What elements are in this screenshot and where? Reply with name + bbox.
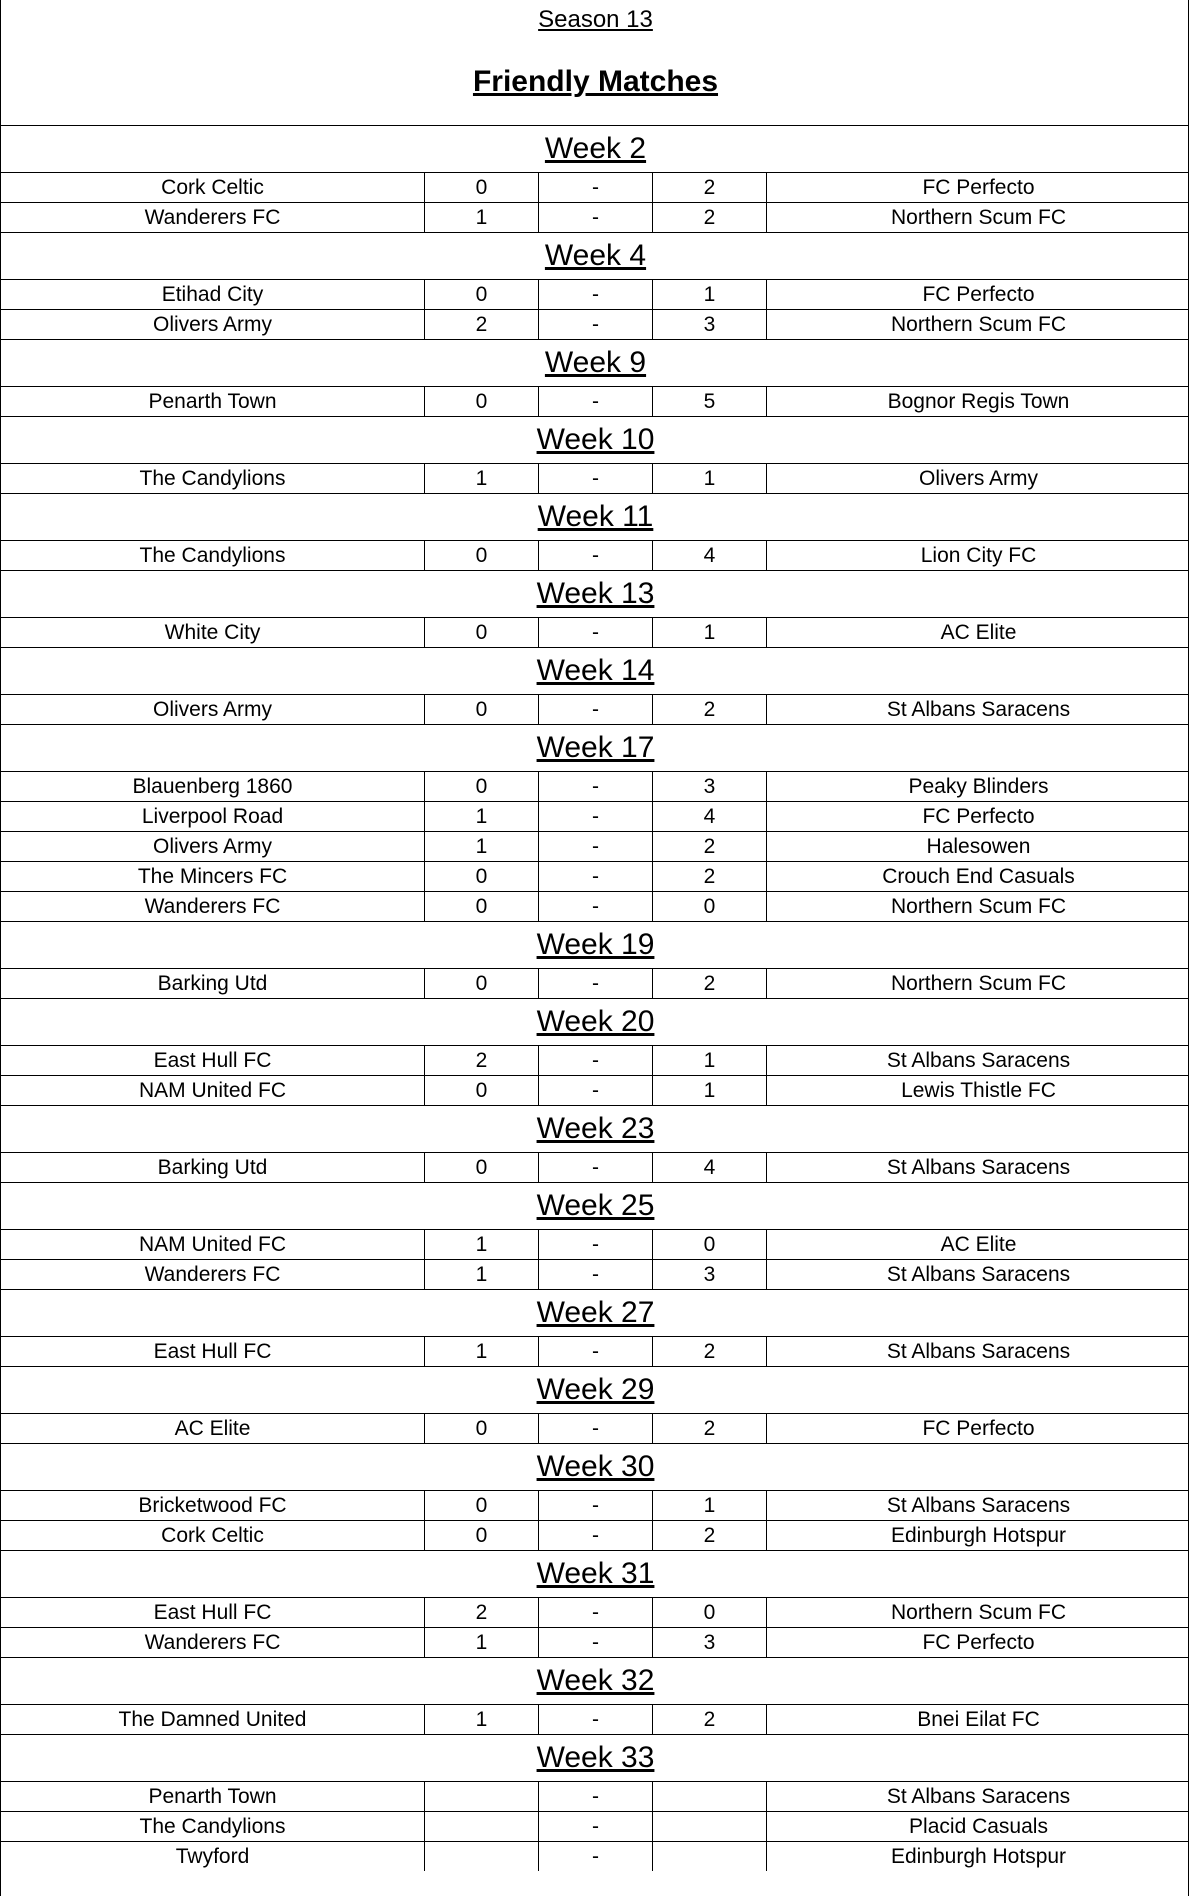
match-row	[1, 172, 1189, 202]
away-team: FC Perfecto	[922, 1417, 1035, 1440]
score-separator: -	[539, 1230, 653, 1259]
score-separator: -	[539, 969, 653, 998]
away-score: 2	[653, 1414, 767, 1443]
home-score: 0	[425, 1491, 539, 1520]
match-row	[1, 1597, 1189, 1627]
home-score: 1	[425, 1705, 539, 1734]
home-score: 2	[425, 1046, 539, 1075]
week-header	[1, 1657, 1189, 1704]
match-row	[1, 1627, 1189, 1657]
home-team: Penarth Town	[1, 387, 425, 416]
score-separator: -	[539, 203, 653, 232]
away-team: AC Elite	[940, 621, 1017, 644]
week-label: Week 33	[536, 1741, 655, 1774]
away-score: 2	[653, 1705, 767, 1734]
home-team: Barking Utd	[1, 969, 425, 998]
match-row	[1, 861, 1189, 891]
away-score: 1	[653, 1046, 767, 1075]
home-score: 1	[425, 1260, 539, 1289]
home-score: 1	[425, 1628, 539, 1657]
home-team: The Mincers FC	[1, 862, 425, 891]
match-row	[1, 1045, 1189, 1075]
match-row	[1, 1811, 1189, 1841]
season-label	[1, 4, 1189, 36]
home-team: Olivers Army	[1, 695, 425, 724]
away-score: 2	[653, 1521, 767, 1550]
week-label: Week 23	[536, 1112, 655, 1145]
away-team: Lewis Thistle FC	[901, 1079, 1056, 1102]
week-header	[1, 1289, 1189, 1336]
away-team: St Albans Saracens	[886, 1785, 1071, 1808]
score-separator: -	[539, 618, 653, 647]
home-score: 0	[425, 892, 539, 921]
home-team: Twyford	[1, 1842, 425, 1871]
home-score: 0	[425, 173, 539, 202]
week-label: Week 29	[536, 1373, 655, 1406]
match-row	[1, 309, 1189, 339]
home-score	[425, 1782, 539, 1811]
match-row	[1, 1336, 1189, 1366]
home-team: White City	[1, 618, 425, 647]
score-separator: -	[539, 541, 653, 570]
home-team: Wanderers FC	[1, 203, 425, 232]
away-team: Placid Casuals	[909, 1815, 1048, 1838]
away-score: 2	[653, 203, 767, 232]
home-score: 0	[425, 387, 539, 416]
away-score: 3	[653, 310, 767, 339]
away-team: Olivers Army	[918, 467, 1038, 490]
match-row	[1, 1075, 1189, 1105]
match-row	[1, 202, 1189, 232]
week-header	[1, 339, 1189, 386]
home-score: 1	[425, 203, 539, 232]
week-header	[1, 1366, 1189, 1413]
away-team: Bnei Eilat FC	[917, 1708, 1040, 1731]
away-team: Northern Scum FC	[890, 895, 1067, 918]
match-row	[1, 463, 1189, 493]
page-title-text: Friendly Matches	[472, 65, 719, 98]
home-score: 1	[425, 832, 539, 861]
away-team: Bognor Regis Town	[887, 390, 1070, 413]
away-team: Peaky Blinders	[908, 775, 1049, 798]
match-row	[1, 891, 1189, 921]
home-team: NAM United FC	[1, 1230, 425, 1259]
week-label: Week 31	[536, 1557, 655, 1590]
week-label: Week 14	[536, 654, 655, 687]
away-team: St Albans Saracens	[886, 1340, 1071, 1363]
week-label: Week 9	[544, 346, 647, 379]
week-label: Week 2	[544, 132, 647, 165]
week-header	[1, 647, 1189, 694]
home-team: The Candylions	[1, 464, 425, 493]
week-label: Week 11	[537, 500, 654, 533]
away-team: Lion City FC	[920, 544, 1037, 567]
score-separator: -	[539, 1491, 653, 1520]
home-score: 0	[425, 618, 539, 647]
week-header	[1, 724, 1189, 771]
away-team: AC Elite	[940, 1233, 1017, 1256]
score-separator: -	[539, 1782, 653, 1811]
home-team: Barking Utd	[1, 1153, 425, 1182]
home-team: Cork Celtic	[1, 1521, 425, 1550]
score-separator: -	[539, 1842, 653, 1871]
away-score: 0	[653, 1598, 767, 1627]
home-team: East Hull FC	[1, 1046, 425, 1075]
score-separator: -	[539, 1705, 653, 1734]
away-team: Northern Scum FC	[890, 972, 1067, 995]
away-team: St Albans Saracens	[886, 1049, 1071, 1072]
home-team: East Hull FC	[1, 1598, 425, 1627]
away-score	[653, 1842, 767, 1871]
home-score: 2	[425, 1598, 539, 1627]
week-header	[1, 232, 1189, 279]
home-score	[425, 1812, 539, 1841]
week-label: Week 17	[536, 731, 655, 764]
score-separator: -	[539, 1046, 653, 1075]
score-separator: -	[539, 310, 653, 339]
match-row	[1, 617, 1189, 647]
match-row	[1, 1490, 1189, 1520]
match-row	[1, 1520, 1189, 1550]
away-score: 4	[653, 541, 767, 570]
home-score: 0	[425, 1414, 539, 1443]
home-team: Olivers Army	[1, 310, 425, 339]
away-score: 1	[653, 618, 767, 647]
week-label: Week 20	[536, 1005, 655, 1038]
away-score: 2	[653, 173, 767, 202]
home-team: Olivers Army	[1, 832, 425, 861]
home-team: Penarth Town	[1, 1782, 425, 1811]
away-score	[653, 1782, 767, 1811]
score-separator: -	[539, 695, 653, 724]
score-separator: -	[539, 1260, 653, 1289]
week-header	[1, 493, 1189, 540]
week-header	[1, 1443, 1189, 1490]
home-score: 0	[425, 862, 539, 891]
home-score: 0	[425, 1153, 539, 1182]
score-separator: -	[539, 173, 653, 202]
score-separator: -	[539, 1598, 653, 1627]
score-separator: -	[539, 464, 653, 493]
score-separator: -	[539, 892, 653, 921]
week-label: Week 32	[536, 1664, 655, 1697]
match-row	[1, 771, 1189, 801]
away-team: FC Perfecto	[922, 283, 1035, 306]
score-separator: -	[539, 1337, 653, 1366]
away-score: 3	[653, 772, 767, 801]
week-label: Week 4	[544, 239, 647, 272]
week-label: Week 10	[536, 423, 655, 456]
home-team: NAM United FC	[1, 1076, 425, 1105]
week-label: Week 25	[536, 1189, 655, 1222]
away-score: 2	[653, 969, 767, 998]
away-score: 2	[653, 862, 767, 891]
away-team: St Albans Saracens	[886, 698, 1071, 721]
week-header	[1, 570, 1189, 617]
home-score: 1	[425, 1337, 539, 1366]
home-team: The Candylions	[1, 1812, 425, 1841]
away-team: Edinburgh Hotspur	[890, 1845, 1067, 1868]
match-row	[1, 540, 1189, 570]
home-score: 1	[425, 1230, 539, 1259]
home-score: 1	[425, 464, 539, 493]
away-score: 1	[653, 464, 767, 493]
match-row	[1, 1259, 1189, 1289]
away-score: 3	[653, 1628, 767, 1657]
home-team: Etihad City	[1, 280, 425, 309]
away-score: 2	[653, 832, 767, 861]
week-header	[1, 1105, 1189, 1152]
home-team: East Hull FC	[1, 1337, 425, 1366]
week-header	[1, 998, 1189, 1045]
home-score: 0	[425, 695, 539, 724]
home-score: 0	[425, 280, 539, 309]
match-row	[1, 968, 1189, 998]
score-separator: -	[539, 1153, 653, 1182]
away-score: 3	[653, 1260, 767, 1289]
score-separator: -	[539, 1076, 653, 1105]
week-header	[1, 125, 1189, 172]
away-team: Crouch End Casuals	[882, 865, 1075, 888]
away-team: FC Perfecto	[922, 805, 1035, 828]
away-team: Northern Scum FC	[890, 1601, 1067, 1624]
away-team: Northern Scum FC	[890, 313, 1067, 336]
week-label: Week 13	[536, 577, 655, 610]
match-row	[1, 386, 1189, 416]
home-score: 0	[425, 772, 539, 801]
score-separator: -	[539, 802, 653, 831]
away-score: 1	[653, 1491, 767, 1520]
away-score: 1	[653, 1076, 767, 1105]
away-score: 2	[653, 1337, 767, 1366]
away-score: 0	[653, 892, 767, 921]
week-header	[1, 416, 1189, 463]
page-title	[1, 62, 1189, 102]
away-score: 2	[653, 695, 767, 724]
week-header	[1, 921, 1189, 968]
home-team: Wanderers FC	[1, 892, 425, 921]
away-team: FC Perfecto	[922, 176, 1035, 199]
home-score: 0	[425, 969, 539, 998]
score-separator: -	[539, 1812, 653, 1841]
away-team: Halesowen	[926, 835, 1031, 858]
away-score	[653, 1812, 767, 1841]
score-separator: -	[539, 832, 653, 861]
home-score: 1	[425, 802, 539, 831]
home-team: Bricketwood FC	[1, 1491, 425, 1520]
away-score: 4	[653, 802, 767, 831]
home-score: 2	[425, 310, 539, 339]
home-team: Blauenberg 1860	[1, 772, 425, 801]
home-score: 0	[425, 1521, 539, 1550]
away-team: St Albans Saracens	[886, 1156, 1071, 1179]
week-header	[1, 1550, 1189, 1597]
score-separator: -	[539, 1628, 653, 1657]
score-separator: -	[539, 280, 653, 309]
match-row	[1, 279, 1189, 309]
away-score: 1	[653, 280, 767, 309]
away-score: 4	[653, 1153, 767, 1182]
match-row	[1, 1841, 1189, 1871]
home-team: Cork Celtic	[1, 173, 425, 202]
away-team: FC Perfecto	[922, 1631, 1035, 1654]
home-team: AC Elite	[1, 1414, 425, 1443]
week-label: Week 30	[536, 1450, 655, 1483]
away-team: Edinburgh Hotspur	[890, 1524, 1067, 1547]
match-row	[1, 694, 1189, 724]
away-team: St Albans Saracens	[886, 1263, 1071, 1286]
match-row	[1, 1229, 1189, 1259]
away-score: 5	[653, 387, 767, 416]
match-row	[1, 1152, 1189, 1182]
score-separator: -	[539, 862, 653, 891]
match-row	[1, 801, 1189, 831]
week-label: Week 27	[536, 1296, 655, 1329]
season-text: Season 13	[538, 6, 653, 33]
week-header	[1, 1182, 1189, 1229]
home-score: 0	[425, 541, 539, 570]
home-team: Liverpool Road	[1, 802, 425, 831]
match-row	[1, 831, 1189, 861]
home-team: Wanderers FC	[1, 1628, 425, 1657]
score-separator: -	[539, 1414, 653, 1443]
home-score	[425, 1842, 539, 1871]
score-separator: -	[539, 387, 653, 416]
home-team: Wanderers FC	[1, 1260, 425, 1289]
away-score: 0	[653, 1230, 767, 1259]
week-label: Week 19	[536, 928, 655, 961]
match-row	[1, 1781, 1189, 1811]
match-row	[1, 1413, 1189, 1443]
away-team: St Albans Saracens	[886, 1494, 1071, 1517]
week-header	[1, 1734, 1189, 1781]
match-row	[1, 1704, 1189, 1734]
score-separator: -	[539, 1521, 653, 1550]
score-separator: -	[539, 772, 653, 801]
away-team: Northern Scum FC	[890, 206, 1067, 229]
home-score: 0	[425, 1076, 539, 1105]
home-team: The Candylions	[1, 541, 425, 570]
fixtures-table	[1, 125, 1189, 1871]
home-team: The Damned United	[1, 1705, 425, 1734]
